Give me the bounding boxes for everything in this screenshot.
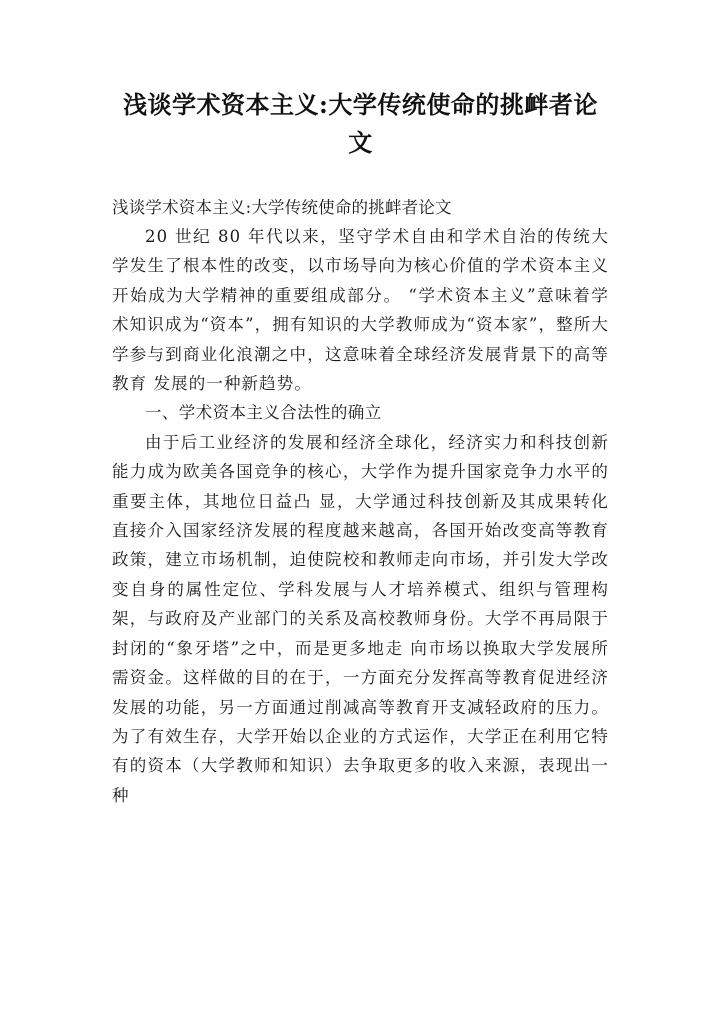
paragraph-body: 由于后工业经济的发展和经济全球化，经济实力和科技创新能力成为欧美各国竞争的核心，大学作为提升国家竞争力水平的重要主体，其地位日益凸 显，大学通过科技创新及其成果转化直接介入国家经济发展的程度越来越高，各国开始改变高等教育政策，建立市场机制，迫使院校和教师走向市场，并引发大学改 变自身的属性定位、学科发展与人才培养模式、组织与管理构架，与政府及产业部门的关系及高校教师身份。大学不再局限于封闭的“象牙塔”之中，而是更多地走 向市场以换取大学发展所需资金。这样做的目的在于，一方面充分发挥高等教育促进经济发展的功能，另一方面通过削减高等教育开支减轻政府的压力。为了有效生存，大学开始以企业的方式运作，大学正在利用它特有的资本（大学教师和知识）去争取更多的收入来源，表现出一种	[112, 432, 609, 805]
document-title: 浅谈学术资本主义:大学传统使命的挑衅者论文	[123, 90, 598, 157]
section-heading: 一、学术资本主义合法性的确立	[145, 403, 382, 423]
document-page	[112, 86, 609, 810]
document-subtitle: 浅谈学术资本主义:大学传统使命的挑衅者论文	[112, 198, 452, 217]
paragraph-intro: 20 世纪 80 年代以来，坚守学术自由和学术自治的传统大学发生了根本性的改变，以市场导向为核心价值的学术资本主义开始成为大学精神的重要组成部分。 “学术资本主义”意味着学术知识成为“资本”，拥有知识的大学教师成为“资本家”，整所大学参与到商业化浪潮之中，这意味着全球经济发展背景下的高等教育 发展的一种新趋势。	[112, 227, 609, 394]
